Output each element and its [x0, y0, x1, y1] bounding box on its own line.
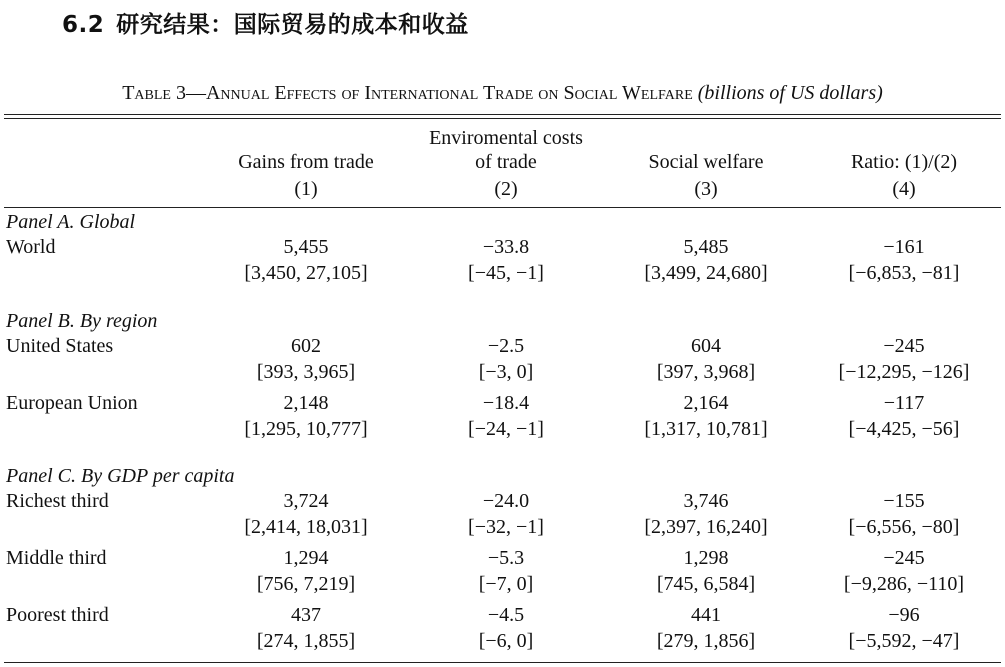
row-label-poorest-third: Poorest third [6, 604, 109, 626]
table-cell-interval: [−32, −1] [468, 516, 544, 538]
table-cell-interval: [756, 7,219] [256, 573, 356, 595]
table-cell-interval: [−9,286, −110] [843, 573, 965, 595]
table-cell: −24.0 [482, 490, 530, 512]
row-label-european-union: European Union [6, 392, 138, 414]
panel-title-gdp: Panel C. By GDP per capita [6, 465, 235, 487]
table-cell: −18.4 [482, 392, 530, 414]
table-cell: 2,164 [683, 392, 729, 414]
table-cell: 441 [691, 604, 721, 626]
table-cell: −33.8 [482, 236, 530, 258]
table-cell-interval: [274, 1,855] [256, 630, 356, 652]
table-cell-interval: [1,295, 10,777] [244, 418, 368, 440]
table-cell: −4.5 [487, 604, 525, 626]
table-cell: −155 [883, 490, 925, 512]
table-cell: −245 [883, 547, 925, 569]
row-label-world: World [6, 236, 56, 258]
table-cell-interval: [2,414, 18,031] [244, 516, 368, 538]
row-label-middle-third: Middle third [6, 547, 107, 569]
table-caption-unit: (billions of US dollars) [697, 82, 883, 104]
row-label-united-states: United States [6, 335, 114, 357]
table-cell: 1,298 [683, 547, 729, 569]
table-cell: −117 [883, 392, 925, 414]
table-header-rule [4, 207, 1001, 208]
table-cell: −245 [883, 335, 925, 357]
table-caption [0, 82, 1005, 105]
table-cell-interval: [745, 6,584] [656, 573, 756, 595]
table-cell-interval: [1,317, 10,781] [644, 418, 768, 440]
table-cell: 437 [291, 604, 321, 626]
table-cell-interval: [397, 3,968] [656, 361, 756, 383]
section-title: 研究结果：国际贸易的成本和收益 [116, 12, 469, 38]
col3-header-title: Social welfare [648, 151, 764, 173]
table-cell: 602 [291, 335, 321, 357]
table-cell: −96 [888, 604, 920, 626]
panel-title-region: Panel B. By region [6, 310, 158, 332]
table-cell-interval: [2,397, 16,240] [644, 516, 768, 538]
table-cell-interval: [−45, −1] [468, 262, 544, 284]
section-number: 6.2 [62, 12, 105, 38]
table-cell: 5,455 [283, 236, 329, 258]
table-cell: 604 [691, 335, 721, 357]
col4-header-number: (4) [892, 178, 916, 200]
table-cell-interval: [−6, 0] [478, 630, 534, 652]
table-caption-label: Table 3—Annual Effects of International Trade on Social Welfare [122, 82, 693, 104]
table-cell-interval: [−4,425, −56] [848, 418, 960, 440]
section-heading [62, 6, 469, 39]
table-cell: −5.3 [487, 547, 525, 569]
table-cell-interval: [−7, 0] [478, 573, 534, 595]
table-cell-interval: [3,450, 27,105] [244, 262, 368, 284]
col1-header-title: Gains from trade [238, 151, 374, 173]
table-cell: 5,485 [683, 236, 729, 258]
col2-header-line1: Enviromental costs [429, 127, 583, 149]
table-cell: −2.5 [487, 335, 525, 357]
col2-header-number: (2) [494, 178, 518, 200]
panel-title-global: Panel A. Global [6, 211, 136, 233]
table-cell: −161 [883, 236, 925, 258]
table-cell: 1,294 [283, 547, 329, 569]
table-cell-interval: [393, 3,965] [256, 361, 356, 383]
col2-header-title: of trade [475, 151, 537, 173]
table-cell-interval: [3,499, 24,680] [644, 262, 768, 284]
row-label-richest-third: Richest third [6, 490, 109, 512]
table-cell: 3,724 [283, 490, 329, 512]
table-top-rule-second [4, 118, 1001, 119]
table-bottom-rule [4, 662, 1001, 663]
table-cell-interval: [−12,295, −126] [838, 361, 970, 383]
table-cell: 2,148 [283, 392, 329, 414]
table-cell-interval: [−5,592, −47] [848, 630, 960, 652]
col1-header-number: (1) [294, 178, 318, 200]
col3-header-number: (3) [694, 178, 718, 200]
table-cell-interval: [−3, 0] [478, 361, 534, 383]
table-cell-interval: [−24, −1] [468, 418, 544, 440]
table-top-rule [4, 114, 1001, 115]
col4-header-title: Ratio: (1)/(2) [850, 151, 958, 173]
table-cell: 3,746 [683, 490, 729, 512]
table-cell-interval: [−6,556, −80] [848, 516, 960, 538]
table-cell-interval: [279, 1,856] [656, 630, 756, 652]
table-cell-interval: [−6,853, −81] [848, 262, 960, 284]
